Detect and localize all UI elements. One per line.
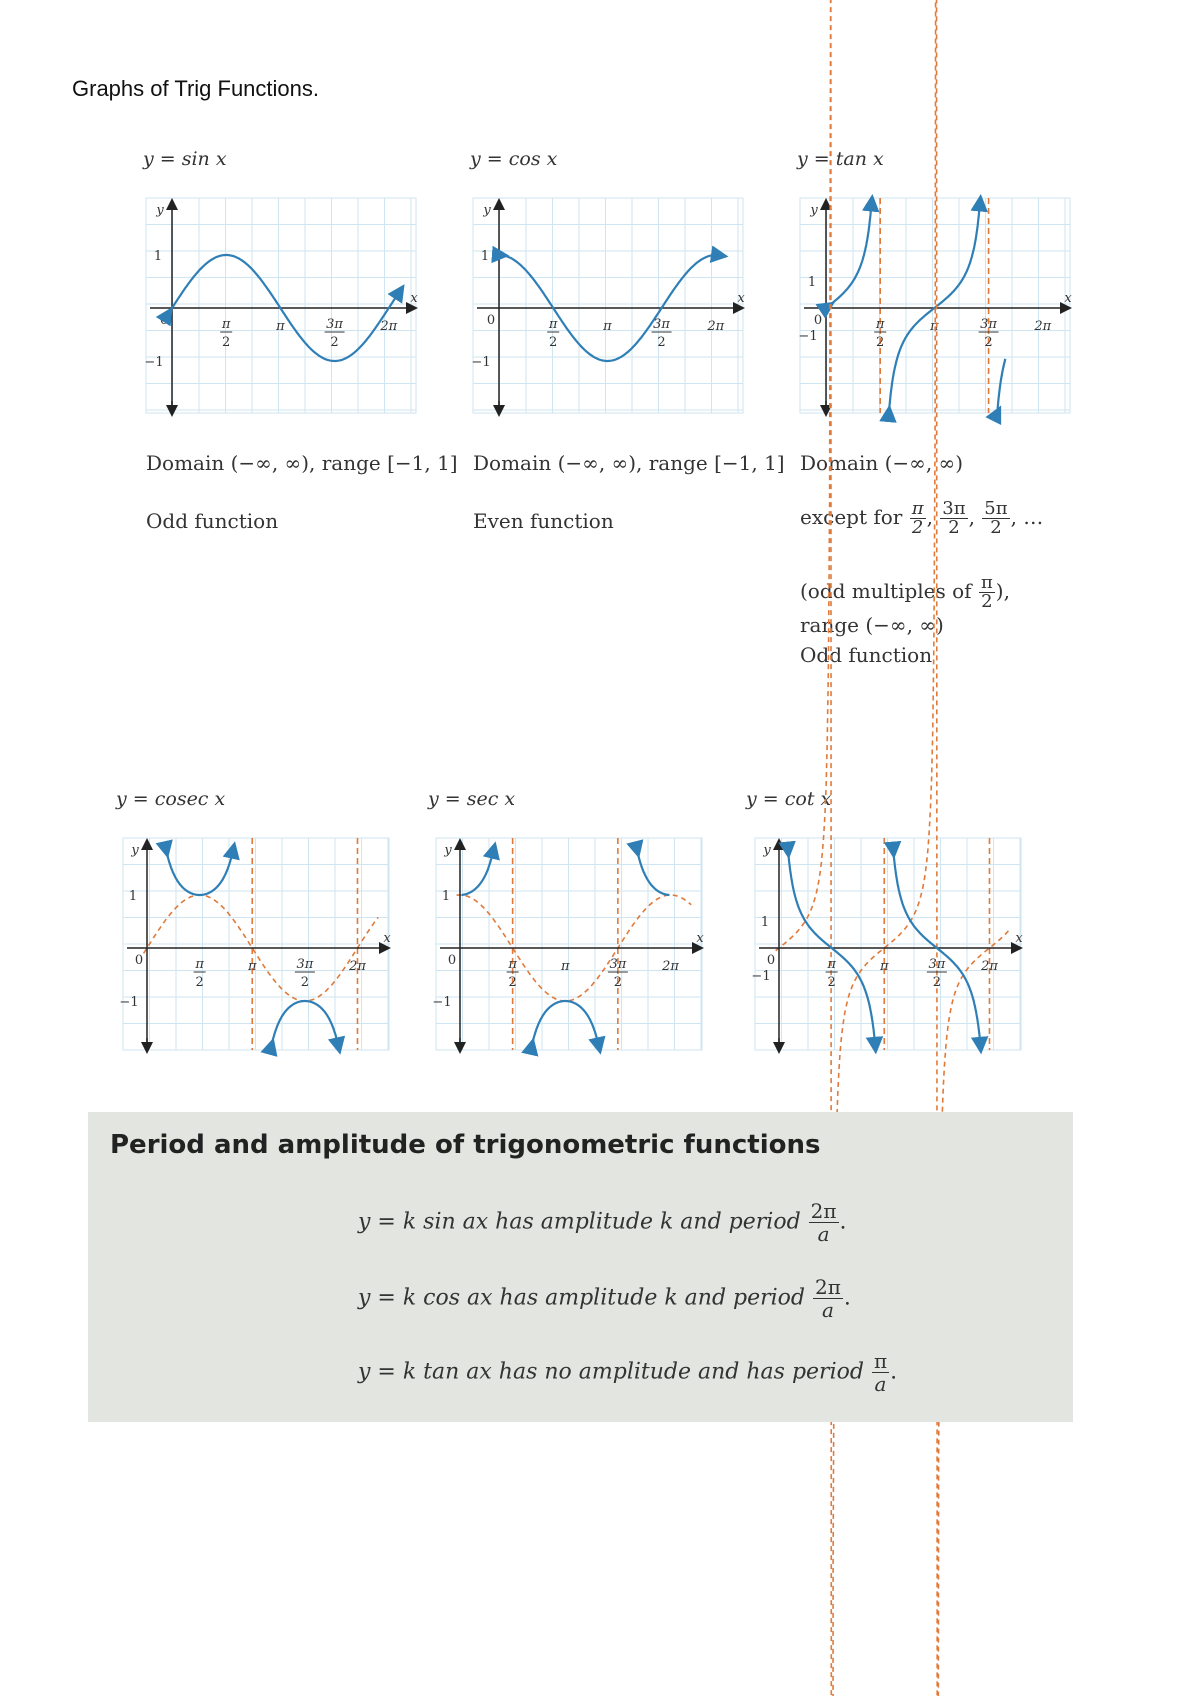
sin-parity: Odd function [146, 509, 279, 533]
y-axis-label: y [444, 843, 452, 858]
frac-den: 2 [990, 517, 1002, 538]
frac-den: a [817, 1222, 830, 1246]
period-text: y = k cos ax has amplitude k and period [358, 1285, 806, 1311]
frac-den: 2 [948, 517, 960, 538]
tan-except [800, 500, 1043, 537]
x-tick-2pi: 2π [981, 959, 998, 974]
graph-sec [432, 838, 704, 1050]
y-axis-label: y [763, 843, 771, 858]
frac-num: 2π [810, 1199, 837, 1223]
x-tick-2pi: 2π [380, 319, 398, 334]
x-tick-pi: π [879, 959, 889, 974]
origin-label: 0 [134, 953, 144, 968]
x-axis-label: x [410, 291, 418, 306]
x-tick-3pi-2-den: 2 [300, 975, 310, 990]
x-tick-3pi-2-num: 3π [296, 957, 314, 972]
sep: , [968, 505, 975, 529]
period-text: y = k sin ax has amplitude k and period [358, 1209, 801, 1235]
page-title: Graphs of Trig Functions. [72, 76, 319, 101]
x-axis-label: x [696, 931, 704, 946]
x-tick-3pi-2-den: 2 [613, 975, 623, 990]
origin-label: 0 [159, 313, 169, 328]
x-tick-3pi-2-num: 3π [980, 317, 997, 332]
frac-num: 5π [984, 498, 1008, 519]
origin-label: 0 [813, 313, 823, 328]
period-frac [809, 1200, 839, 1245]
sin-domain-range: Domain (−∞, ∞), range [−1, 1] [146, 451, 458, 475]
graph-label-cos: y = cos x [470, 148, 558, 170]
tan-domain: Domain (−∞, ∞) [800, 451, 963, 475]
frac-pi-2-b [979, 574, 995, 611]
x-tick-pi: π [930, 319, 939, 334]
x-tick-3pi-2-num: 3π [928, 957, 946, 972]
origin-label: 0 [486, 313, 496, 328]
cos-parity: Even function [473, 509, 614, 533]
y-tick-1: 1 [807, 275, 817, 290]
x-axis-label: x [1015, 931, 1023, 946]
frac-3pi-2 [940, 500, 967, 537]
frac-den: a [821, 1298, 834, 1322]
odd-multiples-end: ), [995, 579, 1010, 603]
x-tick-pi-2-num: π [827, 957, 836, 972]
frac-num: π [980, 572, 993, 593]
cos-domain-range: Domain (−∞, ∞), range [−1, 1] [473, 451, 785, 475]
x-tick-3pi-2-den: 2 [657, 335, 666, 350]
x-axis-label: x [737, 291, 745, 306]
frac-num: π [911, 498, 924, 519]
x-tick-3pi-2-den: 2 [984, 335, 993, 350]
x-tick-pi: π [247, 959, 257, 974]
tan-except-label: except for [800, 505, 903, 529]
graph-label-sin: y = sin x [143, 148, 227, 170]
frac-den: 2 [911, 517, 924, 538]
tan-parity: Odd function [800, 643, 933, 667]
graph-cos [473, 198, 743, 413]
period-text: y = k tan ax has no amplitude and has period [358, 1359, 864, 1385]
y-tick-1: 1 [760, 915, 770, 930]
period-frac [872, 1350, 889, 1395]
y-axis-label: y [156, 203, 164, 218]
x-tick-pi-2-den: 2 [549, 335, 558, 350]
y-tick-neg1: −1 [119, 995, 139, 1010]
graph-frame [146, 198, 416, 413]
x-tick-pi-2-num: π [195, 957, 204, 972]
frac-num: 3π [942, 498, 966, 519]
y-tick-neg1: −1 [798, 329, 818, 344]
period-amplitude-box [88, 1112, 1073, 1422]
x-tick-pi-2-den: 2 [827, 975, 836, 990]
x-tick-2pi: 2π [707, 319, 725, 334]
period-frac [813, 1276, 843, 1321]
y-tick-1: 1 [480, 249, 490, 264]
frac-num: 2π [815, 1275, 841, 1299]
y-tick-1: 1 [441, 889, 451, 904]
x-tick-3pi-2-num: 3π [326, 317, 343, 332]
y-tick-1: 1 [128, 889, 138, 904]
period-line-tan [358, 1350, 897, 1395]
x-tick-pi: π [603, 319, 612, 334]
x-tick-3pi-2-den: 2 [330, 335, 339, 350]
x-tick-pi-2-num: π [221, 317, 231, 332]
ellipsis: , … [1010, 505, 1044, 529]
sep: , [926, 505, 933, 529]
x-tick-3pi-2-num: 3π [653, 317, 670, 332]
x-tick-3pi-2-num: 3π [609, 957, 627, 972]
x-tick-pi-2-den: 2 [876, 335, 885, 350]
frac-pi-2 [910, 500, 926, 537]
graph-sin [146, 198, 416, 413]
x-axis-label: x [1064, 291, 1072, 306]
period-end: . [843, 1285, 851, 1311]
y-tick-neg1: −1 [144, 355, 164, 370]
frac-den: a [874, 1372, 887, 1396]
period-line-sin [358, 1200, 847, 1245]
origin-label: 0 [766, 953, 776, 968]
graph-cot [751, 838, 1023, 1050]
y-tick-neg1: −1 [471, 355, 491, 370]
frac-5pi-2 [982, 500, 1009, 537]
y-tick-neg1: −1 [751, 969, 771, 984]
y-tick-1: 1 [153, 249, 163, 264]
period-end: . [890, 1359, 898, 1385]
x-tick-pi-2-den: 2 [222, 335, 231, 350]
tan-range: range (−∞, ∞) [800, 613, 944, 637]
period-box-title: Period and amplitude of trigonometric functions [110, 1130, 821, 1160]
y-axis-label: y [483, 203, 491, 218]
x-tick-pi: π [276, 319, 285, 334]
x-tick-pi-2-num: π [875, 317, 885, 332]
graph-label-tan: y = tan x [797, 148, 884, 170]
x-tick-pi: π [560, 959, 570, 974]
graph-cosec [119, 838, 391, 1050]
x-tick-2pi: 2π [662, 959, 679, 974]
y-axis-label: y [810, 203, 818, 218]
x-tick-pi-2-den: 2 [195, 975, 204, 990]
x-axis-label: x [383, 931, 391, 946]
odd-multiples-text: (odd multiples of [800, 579, 972, 603]
x-tick-pi-2-num: π [508, 957, 517, 972]
graph-frame [473, 198, 743, 413]
y-axis-label: y [131, 843, 139, 858]
frac-den: 2 [981, 591, 993, 612]
period-line-cos [358, 1276, 851, 1321]
x-tick-2pi: 2π [1034, 319, 1052, 334]
x-tick-3pi-2-den: 2 [932, 975, 942, 990]
origin-label: 0 [447, 953, 457, 968]
graph-label-cot: y = cot x [746, 788, 832, 810]
x-tick-pi-2-num: π [548, 317, 558, 332]
y-tick-neg1: −1 [432, 995, 452, 1010]
x-tick-pi-2-den: 2 [508, 975, 517, 990]
period-end: . [839, 1209, 847, 1235]
graph-label-cosec: y = cosec x [116, 788, 226, 810]
graph-label-sec: y = sec x [428, 788, 516, 810]
x-tick-2pi: 2π [349, 959, 366, 974]
frac-num: π [873, 1349, 888, 1373]
